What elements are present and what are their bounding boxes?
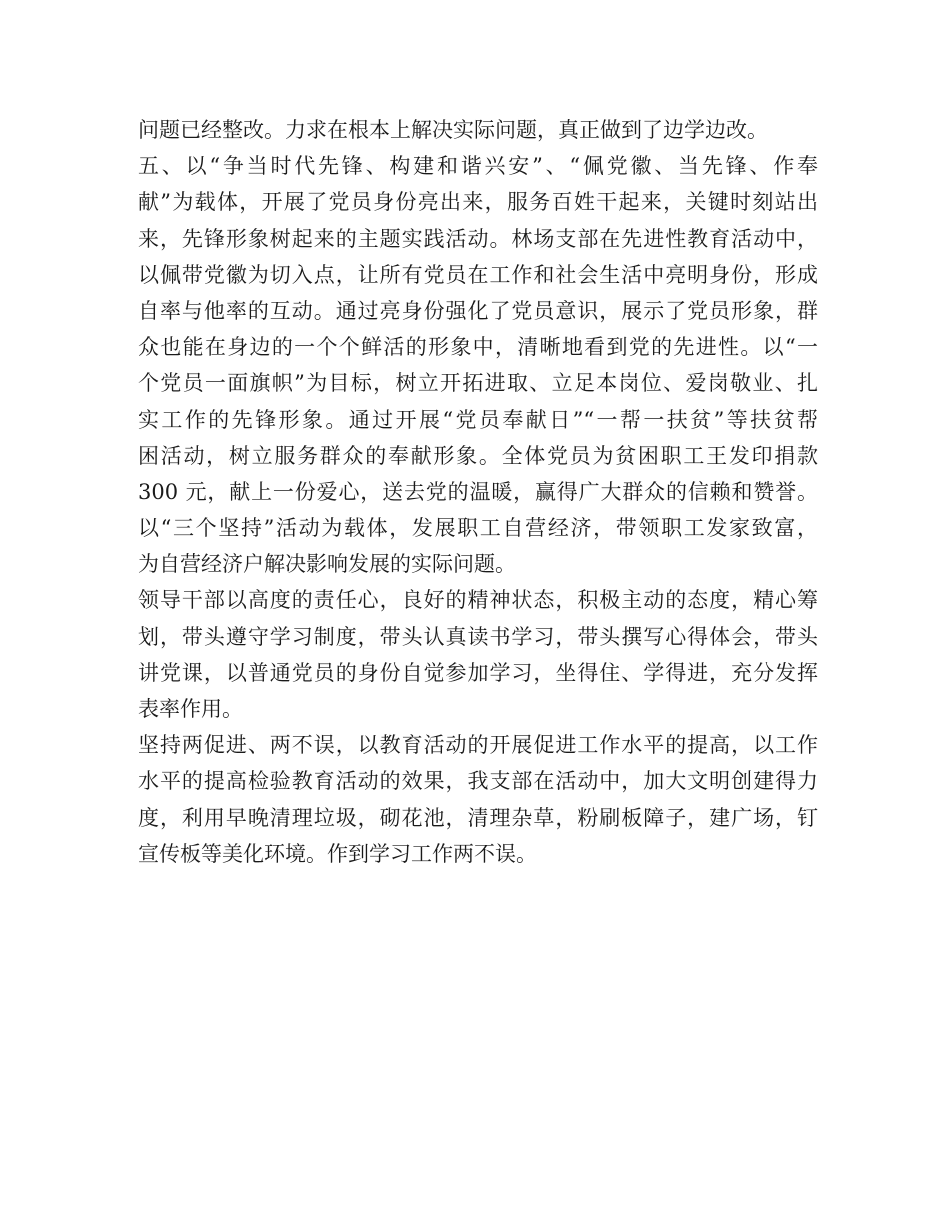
text-line: 众也能在身边的一个个鲜活的形象中，清晰地看到党的先进性。以“一 [138, 335, 818, 360]
text-line: 自率与他率的互动。通过亮身份强化了党员意识，展示了党员形象，群 [138, 298, 818, 323]
text-line: 宣传板等美化环境。作到学习工作两不误。 [138, 841, 537, 866]
text-line: 为自营经济户解决影响发展的实际问题。 [138, 552, 516, 577]
text-line: 以“三个坚持”活动为载体，发展职工自营经济，带领职工发家致富， [138, 516, 818, 541]
text-line: 个党员一面旗帜”为目标，树立开拓进取、立足本岗位、爱岗敬业、扎 [138, 371, 818, 396]
text-line: 问题已经整改。力求在根本上解决实际问题，真正做到了边学边改。 [138, 118, 768, 142]
text-line: 划，带头遵守学习制度，带头认真读书学习，带头撰写心得体会，带头 [138, 624, 818, 649]
text-line: 领导干部以高度的责任心，良好的精神状态，积极主动的态度，精心筹 [138, 588, 818, 613]
document-body [138, 112, 818, 872]
text-line: 表率作用。 [138, 697, 243, 721]
text-line: 水平的提高检验教育活动的效果，我支部在活动中，加大文明创建得力 [138, 769, 818, 794]
text-line: 来，先锋形象树起来的主题实践活动。林场支部在先进性教育活动中， [138, 226, 818, 251]
text-line: 度，利用早晚清理垃圾，砌花池，清理杂草，粉刷板障子，建广场，钉 [138, 805, 818, 830]
text-line: 坚持两促进、两不误，以教育活动的开展促进工作水平的提高，以工作 [138, 733, 818, 758]
text-line: 五、以“争当时代先锋、构建和谐兴安”、“佩党徽、当先锋、作奉 [138, 154, 818, 179]
text-line: 以佩带党徽为切入点，让所有党员在工作和社会生活中亮明身份，形成 [138, 262, 818, 287]
text-line: 实工作的先锋形象。通过开展“党员奉献日”“一帮一扶贫”等扶贫帮 [138, 407, 818, 432]
text-line: 讲党课，以普通党员的身份自觉参加学习，坐得住、学得进，充分发挥 [138, 660, 818, 685]
text-line: 困活动，树立服务群众的奉献形象。全体党员为贫困职工王发印捐款 [138, 443, 818, 468]
text-line: 献”为载体，开展了党员身份亮出来，服务百姓干起来，关键时刻站出 [138, 190, 818, 215]
text-line: 300 元，献上一份爱心，送去党的温暖，赢得广大群众的信赖和赞誉。 [138, 479, 818, 504]
